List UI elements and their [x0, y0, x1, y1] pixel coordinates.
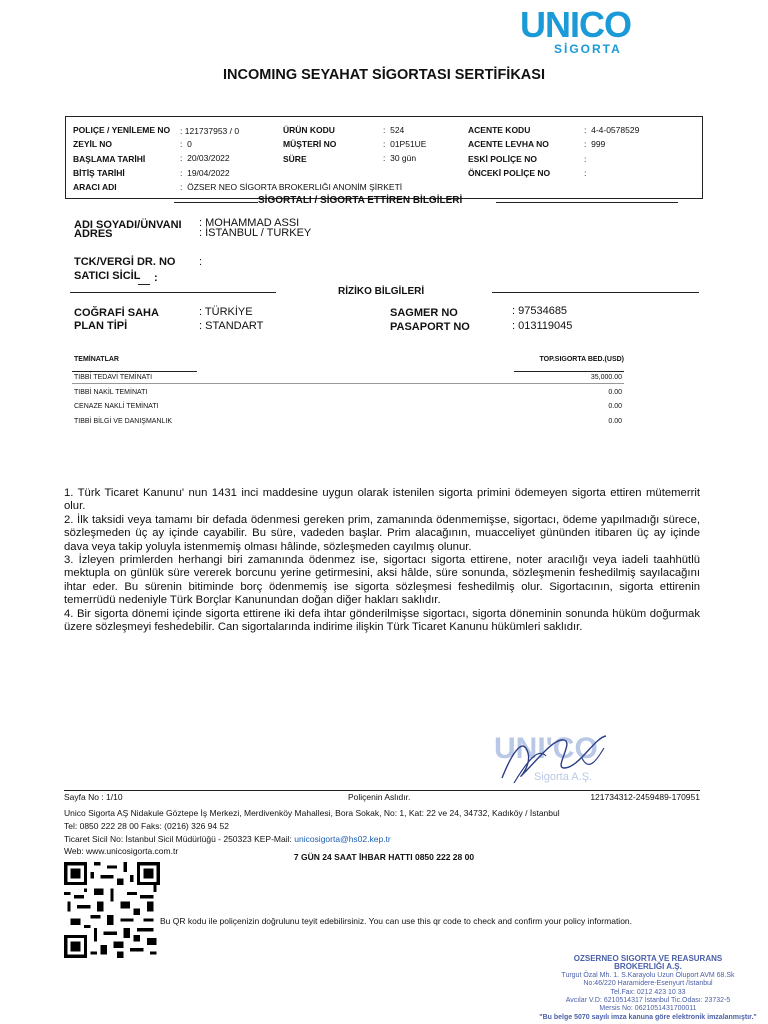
addendum-no-label: ZEYİL NO	[73, 139, 113, 149]
company-registry: Ticaret Sicil No: İstanbul Sicil Müdürlüğü - 250323 KEP-Mail:	[64, 834, 295, 844]
agency-code-label: ACENTE KODU	[468, 125, 531, 135]
product-code-value: 524	[390, 125, 405, 135]
region-value: : TÜRKİYE	[199, 306, 253, 318]
sagmer-value: : 97534685	[512, 305, 568, 317]
broker-stamp	[532, 955, 764, 1022]
coverage-row-name: CENAZE NAKLİ TEMİNATI	[74, 403, 159, 410]
qr-code[interactable]	[64, 862, 160, 958]
qr-note: Bu QR kodu ile poliçenizin doğrulunu teyit edebilirsiniz. You can use this qr code to check and confirm your policy information.	[160, 916, 633, 926]
stamp-line: Mersis No: 0621051431700011	[599, 1005, 697, 1013]
broker-name-label: ARACI ADI	[73, 182, 117, 192]
company-web[interactable]: Web: www.unicosigorta.com.tr	[64, 846, 179, 856]
policy-no-value: 121737953 / 0	[184, 126, 240, 136]
name-label: ADI SOYADI/ÜNVANI	[74, 219, 182, 231]
stamp-line: OZSERNEO SIGORTA VE REASURANS	[573, 954, 723, 963]
original-copy-note: Poliçenin Aslıdır.	[348, 792, 411, 802]
signature	[494, 728, 614, 788]
legal-paragraph: 4. Bir sigorta dönemi içinde sigorta ettirene iki defa ihtar gönderilmişse sigortacı, sigorta döneminin sonunda hüküm doğurmak üzere sözleşmeyi feshedebilir. Can sigortalarında indirime ilişkin Türk Ticaret Kanunu hükümleri saklıdır.	[64, 607, 700, 634]
agency-plate-label: ACENTE LEVHA NO	[468, 139, 549, 149]
stamp-line: Tel.Fax: 0212 423 10 33	[610, 988, 686, 996]
stamp-line: Avcılar V.D: 6210514317 İstanbul Tic.Odası: 23732-5	[565, 997, 731, 1005]
legal-terms	[64, 487, 700, 634]
passport-label: PASAPORT NO	[390, 321, 470, 333]
coverage-header: TEMİNATLAR	[74, 356, 119, 363]
name-value: : MOHAMMAD ASSI	[199, 217, 300, 229]
unico-logo	[520, 4, 650, 56]
logo-brand: UNICO	[520, 4, 631, 45]
broker-name-value: ÖZSER NEO SİGORTA BROKERLIĞI ANONİM ŞİRKETİ	[187, 182, 403, 192]
page-number: Sayfa No : 1/10	[64, 792, 123, 802]
plan-label: PLAN TİPİ	[74, 320, 128, 332]
hotline: 7 GÜN 24 SAAT İHBAR HATTI 0850 222 28 00	[293, 852, 475, 862]
customer-no-value: 01P51UE	[390, 139, 427, 149]
start-date-label: BAŞLAMA TARİHİ	[73, 154, 146, 164]
legal-paragraph: 3. İzleyen primlerden herhangi biri zamanında ödenmez ise, sigortacı sigorta ettirene, noter aracılığı veya iadeli taahhütlü mektupla on günlük süre vererek borcunu yerine getirmesini, aksi hâlde, süre sonunda, sözleşmenin feshedilmiş sayılacağını ihtar eder. Bu sürenin bitiminde borç ödenmemiş ise sigorta sözleşmesi feshedilmiş olur. Sigortacının, sigorta ettirenin temerrüdü nedeniyle Türk Borçlar Kanunundan doğan diğer hakları saklıdır.	[64, 554, 700, 607]
policy-no-label: POLIÇE / YENİLEME NO	[73, 125, 171, 135]
legal-paragraph: 1. Türk Ticaret Kanunu' nun 1431 inci maddesine uygun olarak istenilen sigorta primini ödemeyen sigorta ettiren mütemerrit olur.	[64, 487, 700, 513]
sagmer-label: SAGMER NO	[390, 307, 458, 319]
risk-section-title: RİZİKO BİLGİLERİ	[338, 286, 425, 297]
stamp-line: Turgut Özal Mh. 1. S.Karayolu Uzun Oluport AVM 68.Sk	[561, 971, 735, 979]
kep-mail-link[interactable]: unicosigorta@hs02.kep.tr	[294, 834, 391, 844]
coverage-row-name: TIBBİ NAKİL TEMİNATI	[74, 389, 148, 396]
svg-text:UNI'CO: UNI'CO	[494, 732, 598, 765]
addendum-no-value: 0	[187, 139, 192, 149]
document-title: INCOMING SEYAHAT SİGORTASI SERTİFİKASI	[223, 67, 545, 83]
customer-no-label: MÜŞTERİ NO	[283, 139, 337, 149]
end-date-label: BİTİŞ TARİHİ	[73, 168, 125, 178]
coverage-amount-header: TOP.SIGORTA BED.(USD)	[539, 356, 624, 363]
previous-policy-label: ÖNCEKİ POLİÇE NO	[468, 168, 551, 178]
coverage-row-amount: 0.00	[608, 418, 622, 425]
coverage-row-amount: 0.00	[608, 389, 622, 396]
stamp-line: "Bu belge 5070 sayılı imza kanuna göre elektronik imzalanmıştır."	[539, 1013, 757, 1021]
company-address: Unico Sigorta AŞ Nidakule Göztepe İş Merkezi, Merdivenköy Mahallesi, Bora Sokak, No: 1, Kat: 22 ve 24, 34732, Kadıköy / İstanbul	[64, 808, 560, 818]
agency-code-value: 4-4-0578529	[591, 125, 640, 135]
logo-sub: SİGORTA	[554, 42, 622, 56]
duration-label: SÜRE	[283, 154, 307, 164]
agency-plate-value: 999	[591, 139, 606, 149]
old-policy-label: ESKİ POLİÇE NO	[468, 154, 537, 164]
insured-section-title: SİGORTALI / SİGORTA ETTİREN BİLGİLERİ	[258, 195, 463, 206]
tck-value: :	[199, 256, 203, 268]
duration-value: 30 gün	[390, 153, 417, 163]
product-code-label: ÜRÜN KODU	[283, 125, 335, 135]
stamp-line: BROKERLIĞI A.Ş.	[614, 962, 682, 972]
svg-text:Sigorta A.Ş.: Sigorta A.Ş.	[534, 771, 593, 783]
coverage-row-name: TIBBİ BİLGİ VE DANIŞMANLIK	[74, 418, 173, 425]
start-date-value: 20/03/2022	[187, 153, 230, 163]
seller-registry-value: :	[154, 272, 158, 284]
tck-label: TCK/VERGİ DR. NO	[74, 256, 176, 268]
address-label: ADRES	[74, 228, 113, 240]
coverage-row-amount: 0.00	[608, 403, 622, 410]
seller-registry-label: SATICI SİCİL	[74, 270, 141, 282]
document-reference: 121734312-2459489-170951	[590, 792, 700, 802]
company-phone: Tel: 0850 222 28 00 Faks: (0216) 326 94 52	[64, 821, 229, 831]
address-value: : İSTANBUL / TURKEY	[199, 227, 312, 239]
stamp-line: No:46/220 Haramidere-Esenyurt /İstanbul	[583, 980, 713, 988]
coverage-row-name: TIBBİ TEDAVİ TEMİNATI	[74, 374, 153, 381]
coverage-row-amount: 35,000.00	[590, 374, 622, 381]
end-date-value: 19/04/2022	[187, 168, 230, 178]
region-label: COĞRAFİ SAHA	[74, 307, 159, 319]
legal-paragraph: 2. İlk taksidi veya tamamı bir defada ödenmesi gereken prim, zamanında ödenmemişse, sigortacı, ödeme yapılmadığı sürece, sözleşmeden üç ay içinde cayabilir. Bu süre, vadeden başlar. Prim alacağının, muacceliyet gününden itibaren üç ay içinde dava veya takip yoluyla istenmemiş olması hâlinde, sözleşmeden cayılmış olunur.	[64, 513, 700, 553]
plan-value: : STANDART	[199, 320, 264, 332]
passport-value: : 013119045	[512, 320, 573, 332]
